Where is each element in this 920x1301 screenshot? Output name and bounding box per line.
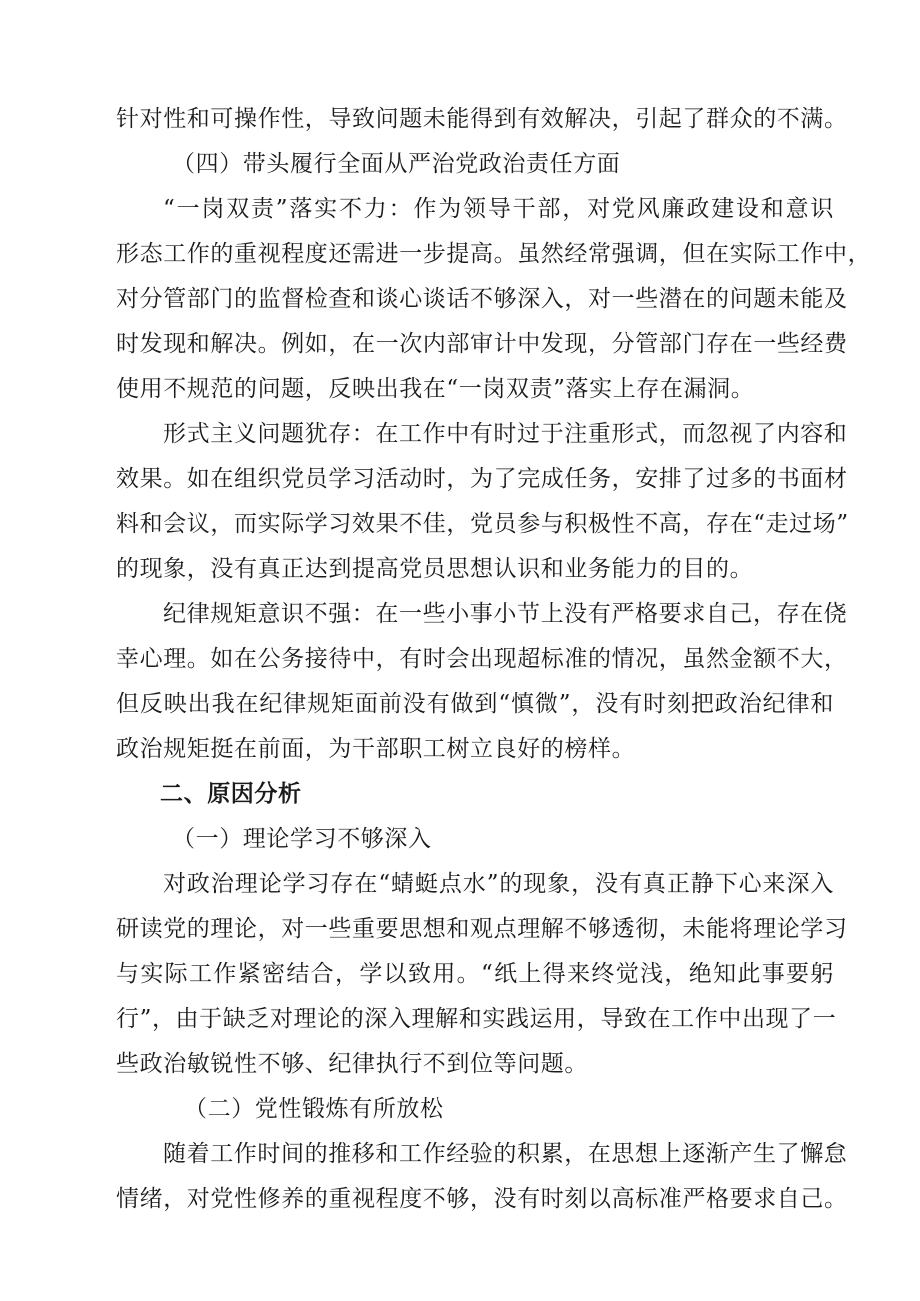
paragraph-line: 料和会议，而实际学习效果不佳，党员参与积极性不高，存在“走过场” [116,511,849,537]
paragraph-line: 针对性和可操作性，导致问题未能得到有效解决，引起了群众的不满。 [116,106,848,132]
paragraph-line: 对政治理论学习存在“蜻蜓点水”的现象，没有真正静下心来深入 [163,871,834,897]
paragraph-line: 但反映出我在纪律规矩面前没有做到“慎微”，没有时刻把政治纪律和 [116,691,834,717]
paragraph-line: 效果。如在组织党员学习活动时，为了完成任务，安排了过多的书面材 [116,466,848,492]
paragraph-line: 政治规矩挺在前面，为干部职工树立良好的榜样。 [116,736,636,762]
paragraph-line: “一岗双责”落实不力：作为领导干部，对党风廉政建设和意识 [163,196,834,222]
paragraph-line: 对分管部门的监督检查和谈心谈话不够深入，对一些潜在的问题未能及 [116,286,848,312]
section-subheading: （二）党性锻炼有所放松 [184,1096,444,1122]
paragraph-line: 情绪，对党性修养的重视程度不够，没有时刻以高标准严格要求自己。 [116,1186,848,1212]
paragraph-line: 些政治敏锐性不够、纪律执行不到位等问题。 [116,1051,588,1077]
paragraph-line: 纪律规矩意识不强：在一些小事小节上没有严格要求自己，存在侥 [163,601,848,627]
paragraph-line: 的现象，没有真正达到提高党员思想认识和业务能力的目的。 [116,556,754,582]
paragraph-line: 时发现和解决。例如，在一次内部审计中发现，分管部门存在一些经费 [116,331,848,357]
paragraph-line: 行”，由于缺乏对理论的深入理解和实践运用，导致在工作中出现了一 [116,1006,837,1032]
paragraph-line: 形式主义问题犹存：在工作中有时过于注重形式，而忽视了内容和 [163,421,848,447]
section-subheading: （四）带头履行全面从严治党政治责任方面 [172,151,621,177]
section-heading: 二、原因分析 [160,781,302,807]
paragraph-line: 随着工作时间的推移和工作经验的积累，在思想上逐渐产生了懈怠 [163,1141,848,1167]
section-subheading: （一）理论学习不够深入 [172,826,432,852]
paragraph-line: 使用不规范的问题，反映出我在“一岗双责”落实上存在漏洞。 [116,376,755,402]
paragraph-line: 形态工作的重视程度还需进一步提高。虽然经常强调，但在实际工作中， [116,241,872,267]
paragraph-line: 幸心理。如在公务接待中，有时会出现超标准的情况，虽然金额不大， [116,646,848,672]
paragraph-line: 研读党的理论，对一些重要思想和观点理解不够透彻，未能将理论学习 [116,916,848,942]
paragraph-line: 与实际工作紧密结合，学以致用。“纸上得来终觉浅，绝知此事要躬 [116,961,834,987]
